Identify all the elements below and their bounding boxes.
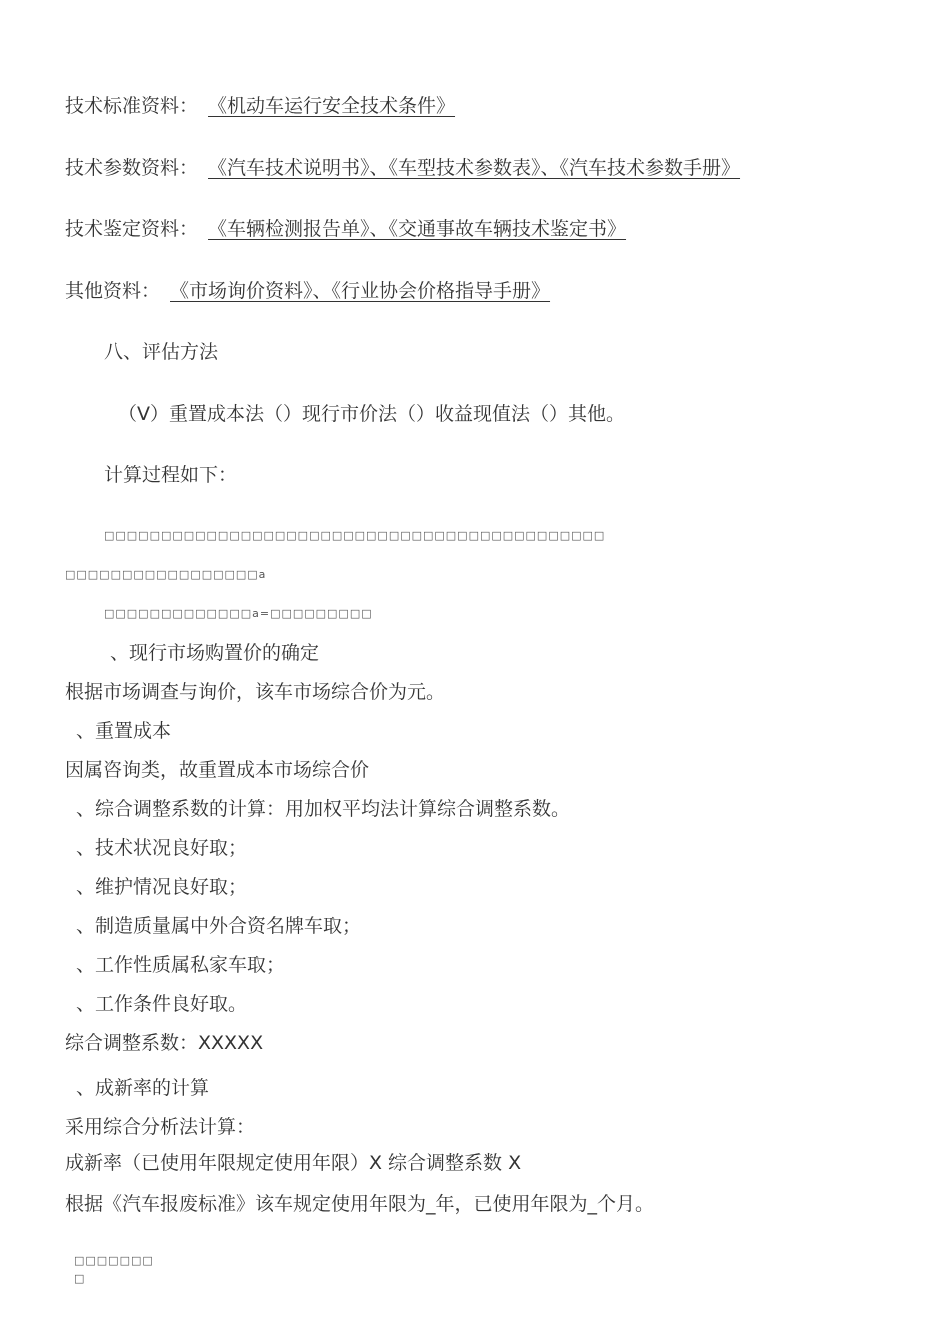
body-paragraph: 因属咨询类，故重置成本市场综合价 [65, 759, 370, 781]
body-paragraph: 、工作性质属私家车取； [76, 954, 286, 976]
ref-label: 技术参数资料： [65, 157, 199, 179]
body-paragraph: 成新率（已使用年限规定使用年限）X 综合调整系数 X [65, 1152, 522, 1174]
body-paragraph: 、重置成本 [76, 720, 172, 742]
body-paragraph: 、维护情况良好取； [76, 876, 248, 898]
garbled-text: □□□□□□□□□□□□□□□□□a [65, 568, 267, 581]
body-paragraph: 、成新率的计算 [76, 1077, 210, 1099]
garbled-text: □ [74, 1272, 86, 1285]
garbled-text: □□□□□□□□□□□□□a=□□□□□□□□□ [104, 607, 373, 620]
ref-params [65, 156, 740, 180]
ref-label: 技术标准资料： [65, 95, 199, 117]
ref-value: 《汽车技术说明书》、《车型技术参数表》、《汽车技术参数手册》 [208, 157, 741, 179]
ref-appraisal [65, 217, 626, 241]
ref-standard [65, 94, 455, 118]
garbled-text: □□□□□□□□□□□□□□□□□□□□□□□□□□□□□□□□□□□□□□□□□□□□ [104, 529, 606, 542]
body-paragraph: 根据市场调查与询价，该车市场综合价为元。 [65, 681, 446, 703]
ref-value: 《市场询价资料》、《行业协会价格指导手册》 [170, 280, 551, 302]
body-paragraph: 综合调整系数：XXXXX [65, 1032, 264, 1054]
body-paragraph: 、技术状况良好取； [76, 837, 248, 859]
calc-intro: 计算过程如下： [104, 464, 238, 486]
ref-value: 《机动车运行安全技术条件》 [208, 95, 456, 117]
ref-label: 其他资料： [65, 280, 161, 302]
body-paragraph: 、现行市场购置价的确定 [110, 642, 320, 664]
ref-label: 技术鉴定资料： [65, 218, 199, 240]
ref-value: 《车辆检测报告单》、《交通事故车辆技术鉴定书》 [208, 218, 627, 240]
body-paragraph: 根据《汽车报废标准》该车规定使用年限为_年，已使用年限为_个月。 [65, 1193, 655, 1215]
body-paragraph: 采用综合分析法计算： [65, 1116, 256, 1138]
section-heading: 八、评估方法 [104, 341, 219, 363]
body-paragraph: 、制造质量属中外合资名牌车取； [76, 915, 362, 937]
body-paragraph: 、工作条件良好取。 [76, 993, 248, 1015]
ref-other [65, 279, 550, 303]
garbled-text: □□□□□□□ [74, 1254, 154, 1267]
body-paragraph: 、综合调整系数的计算：用加权平均法计算综合调整系数。 [76, 798, 571, 820]
method-selection: （V）重置成本法（）现行市价法（）收益现值法（）其他。 [118, 403, 625, 425]
